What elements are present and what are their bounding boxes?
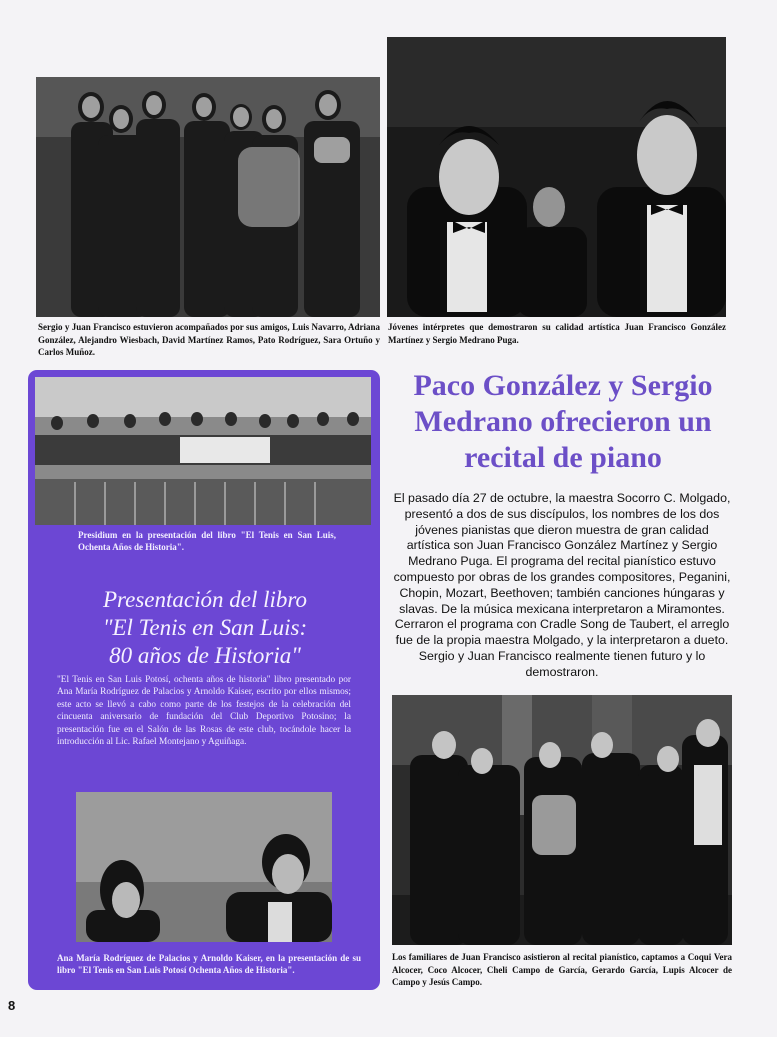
page-number: 8 [8, 998, 16, 1013]
family-photo-caption: Los familiares de Juan Francisco asistieron al recital pianístico, captamos a Coqui Vera Alcocer, Coco Alcocer, Cheli Campo de García, Gerardo García, Lupis Alcocer de Campo y Jesús Campo. [392, 952, 732, 987]
article-body: El pasado día 27 de octubre, la maestra Socorro C. Molgado, presentó a dos de sus discípulos, los nombres de los dos jóvenes pianistas que dieron muestra de gran calidad artística son Juan Francisco González Martínez y Sergio Medrano Puga. El programa del recital pianístico estuvo compuesto por obras de los grandes compositores, Peganini, Chopin, Mozart, Beethoven; también canciones húngaras y slavas. De la música mexicana interpretaron a Miramontes. Cerraron el programa con Cradle Song de Taubert, el arreglo fue de la propia maestra Molgado, y la interpretaron a dueto. Sergio y Juan Francisco realmente tienen futuro y lo demostraron. [393, 491, 731, 679]
family-photo [392, 695, 732, 945]
presidium-caption: Presidium en la presentación del libro "El Tenis en San Luis, Ochenta Años de Historia". [78, 530, 336, 552]
friends-group-photo [36, 77, 380, 317]
book-authors-caption: Ana María Rodríguez de Palacios y Arnoldo Kaiser, en la presentación de su libro "El Tenis en San Luis Potosí Ochenta Años de Historia". [57, 953, 361, 975]
book-presentation-body: "El Tenis en San Luis Potosí, ochenta años de historia" libro presentado por Ana María Rodríguez de Palacios y Arnoldo Kaiser, escrito por ellos mismos; este acto se llevó a cabo como parte de los festejos de la celebración del cincuenta aniversario de fundación del Club Deportivo Potosino; la presentación fue en el Salón de las Rosas de este club, tocándole hacer la introducción al Lic. Rafael Montejano y Aguiñaga. [57, 675, 351, 748]
book-presentation-title [60, 586, 350, 670]
book-authors-photo [76, 792, 332, 942]
book-title-line-1: Presentación del libro [103, 587, 307, 612]
young-performers-photo [387, 37, 726, 317]
presidium-photo [35, 377, 371, 525]
book-title-line-2: "El Tenis en San Luis: [102, 615, 308, 640]
article-headline: Paco González y Sergio Medrano ofrecieron un recital de piano [413, 369, 713, 474]
young-performers-caption: Jóvenes intérpretes que demostraron su calidad artística Juan Francisco González Martínez y Sergio Medrano Puga. [388, 322, 726, 345]
book-title-line-3: 80 años de Historia" [109, 643, 301, 668]
friends-photo-caption: Sergio y Juan Francisco estuvieron acompañados por sus amigos, Luis Navarro, Adriana González, Alejandro Wiesbach, David Martínez Ramos, Pato Rodríguez, Sara Ortuño y Carlos Muñoz. [38, 322, 380, 357]
